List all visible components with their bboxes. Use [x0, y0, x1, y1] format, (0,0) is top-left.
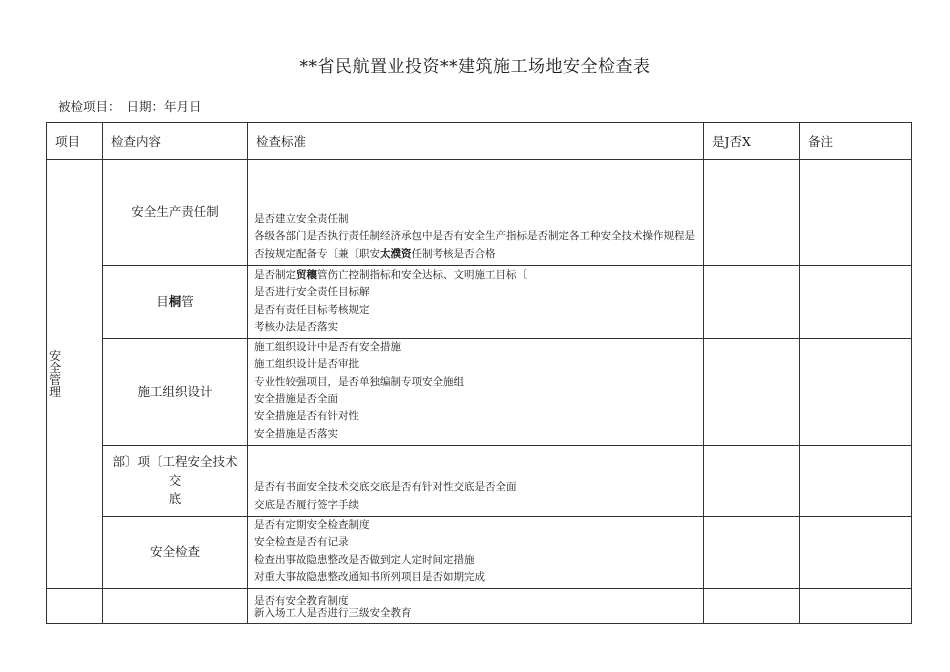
table-row: [47, 160, 912, 266]
header-remarks: 备注: [800, 123, 912, 160]
header-yes-no: 是J否X: [704, 123, 800, 160]
table-row: [47, 589, 912, 624]
check-item: [103, 589, 248, 624]
header-standard: 检查标准: [248, 123, 704, 160]
yes-no-cell[interactable]: [704, 339, 800, 446]
group-safety-management: 安 全 管 理: [47, 160, 103, 589]
remarks-cell[interactable]: [800, 516, 912, 588]
yes-no-cell[interactable]: [704, 160, 800, 266]
check-standard: 是否有书面安全技术交底交底是否有针对性交底是否全面 交底是否履行签字手续: [248, 445, 704, 516]
table-row: [47, 266, 912, 339]
page-title: **省民航置业投资**建筑施工场地安全检查表: [299, 57, 651, 77]
remarks-cell[interactable]: [800, 339, 912, 446]
header-content: 检查内容: [103, 123, 248, 160]
safety-check-table: [46, 122, 912, 624]
remarks-cell[interactable]: [800, 445, 912, 516]
table-header-row: [47, 123, 912, 160]
check-item: 目桐管: [103, 266, 248, 339]
check-item: 施工组织设计: [103, 339, 248, 446]
group-cell: [47, 589, 103, 624]
remarks-cell[interactable]: [800, 266, 912, 339]
remarks-cell[interactable]: [800, 160, 912, 266]
yes-no-cell[interactable]: [704, 589, 800, 624]
inspected-item-label: 被检项目：: [58, 99, 121, 114]
date-label: 日期：年月日: [126, 99, 202, 114]
yes-no-cell[interactable]: [704, 445, 800, 516]
inspection-meta: [58, 97, 208, 115]
check-item: 安全检查: [103, 516, 248, 588]
check-standard: 是否制定贸穰管伤亡控制指标和安全达标、文明施工目标〔 是否进行安全责任目标解 是否有责任目标考核规定 考核办法是否落实: [248, 266, 704, 339]
header-project: 项目: [47, 123, 103, 160]
check-item: 安全生产责任制: [103, 160, 248, 266]
check-standard: 是否有安全教育制度 新入场工人是否进行三级安全教育: [248, 589, 704, 624]
yes-no-cell[interactable]: [704, 266, 800, 339]
check-standard: 是否有定期安全检查制度 安全检查是否有记录 检查出事故隐患整改是否做到定人定时间定措施 对重大事故隐患整改通知书所列项目是否如期完成: [248, 516, 704, 588]
table-row: [47, 445, 912, 516]
table-row: [47, 339, 912, 446]
remarks-cell[interactable]: [800, 589, 912, 624]
yes-no-cell[interactable]: [704, 516, 800, 588]
table-row: [47, 516, 912, 588]
check-standard: 是否建立安全责任制 各级各部门是否执行责任制经济承包中是否有安全生产指标是否制定各工种安全技术操作规程是 否按规定配备专〔兼〔职安太濮资任制考核是否合格: [248, 160, 704, 266]
check-standard: 施工组织设计中是否有安全措施 施工组织设计是否审批 专业性较强项目，是否单独编制专项安全施组 安全措施是否全面 安全措施是否有针对性 安全措施是否落实: [248, 339, 704, 446]
check-item: 部〕项〔工程安全技术交 底: [103, 445, 248, 516]
